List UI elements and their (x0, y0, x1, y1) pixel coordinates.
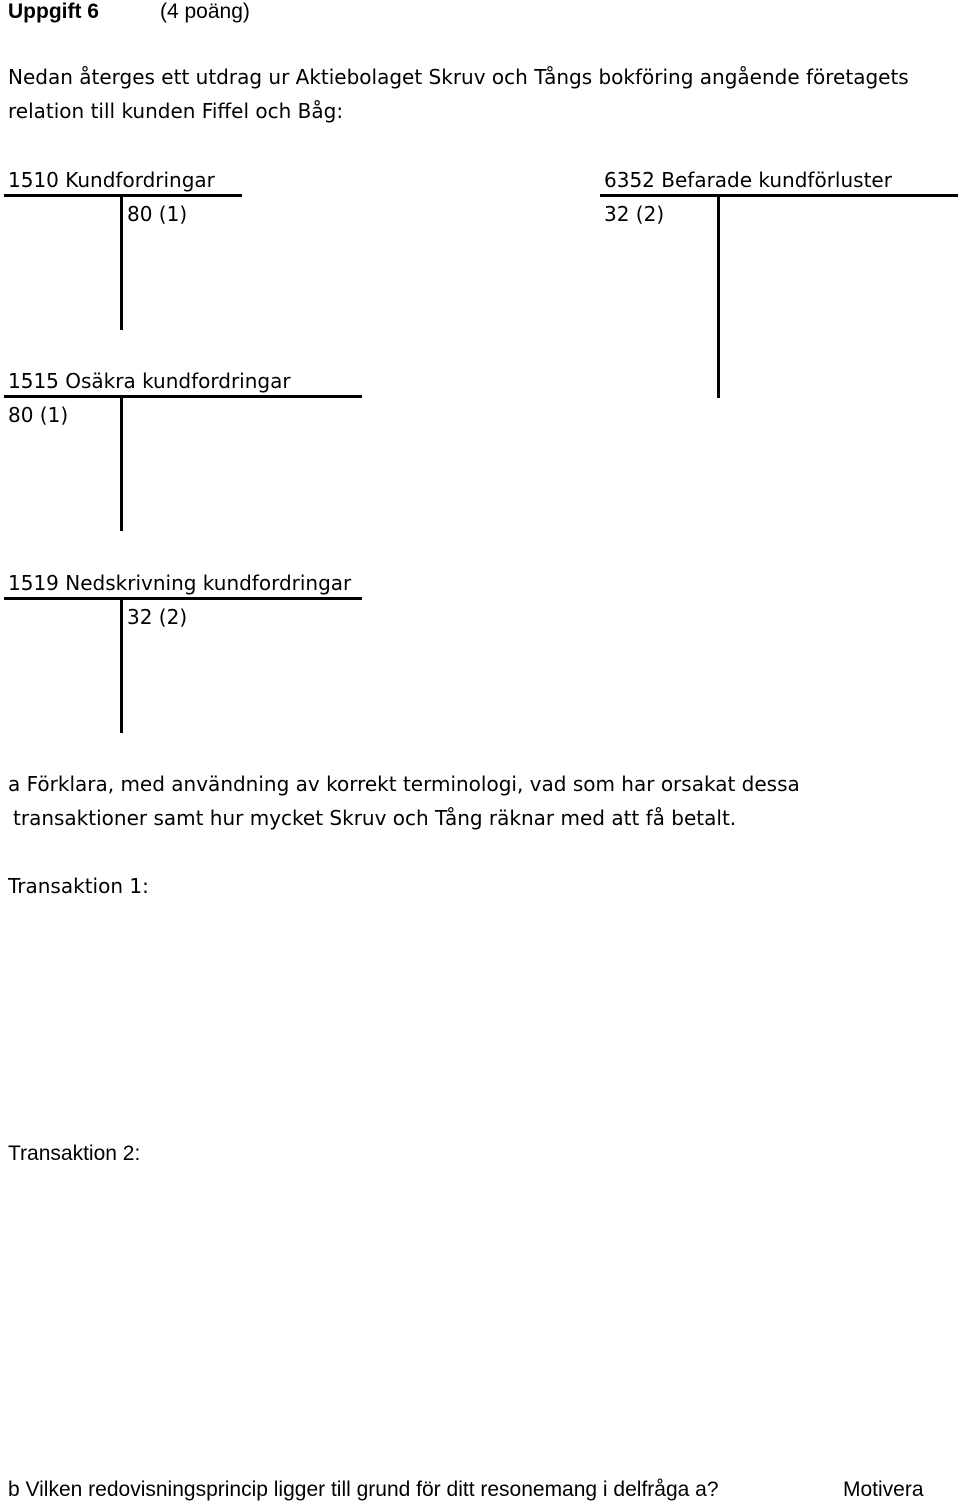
question-b-text: b Vilken redovisningsprincip ligger till grund för ditt resonemang i delfråga a? (8, 1478, 719, 1501)
transaction-2-label: Transaktion 2: (8, 1142, 141, 1165)
account-title: 1519 Nedskrivning kundfordringar (8, 571, 352, 595)
account-title: 1510 Kundfordringar (8, 168, 215, 192)
question-a-line-2: transaktioner samt hur mycket Skruv och Tång räknar med att få betalt. (13, 806, 737, 830)
credit-entry: 32 (2) (127, 605, 188, 629)
credit-entry: 80 (1) (127, 202, 188, 226)
t-account-divider (120, 597, 123, 733)
task-points: (4 poäng) (160, 0, 250, 23)
t-account-divider (120, 395, 123, 531)
transaction-1-label: Transaktion 1: (8, 874, 149, 898)
account-title: 1515 Osäkra kundfordringar (8, 369, 291, 393)
t-account-top-line (4, 194, 242, 197)
task-title: Uppgift 6 (8, 0, 99, 23)
t-account-divider (717, 194, 720, 398)
t-account-top-line (600, 194, 958, 197)
intro-line-1: Nedan återges ett utdrag ur Aktiebolaget Skruv och Tångs bokföring angående företagets (8, 65, 909, 89)
t-account-top-line (4, 395, 362, 398)
intro-line-2: relation till kunden Fiffel och Båg: (8, 99, 344, 123)
debit-entry: 80 (1) (8, 403, 69, 427)
debit-entry: 32 (2) (604, 202, 665, 226)
question-a-line-1: a Förklara, med användning av korrekt terminologi, vad som har orsakat dessa (8, 772, 800, 796)
t-account-divider (120, 194, 123, 330)
account-title: 6352 Befarade kundförluster (604, 168, 892, 192)
t-account-top-line (4, 597, 362, 600)
question-b-motivate: Motivera (843, 1478, 924, 1501)
